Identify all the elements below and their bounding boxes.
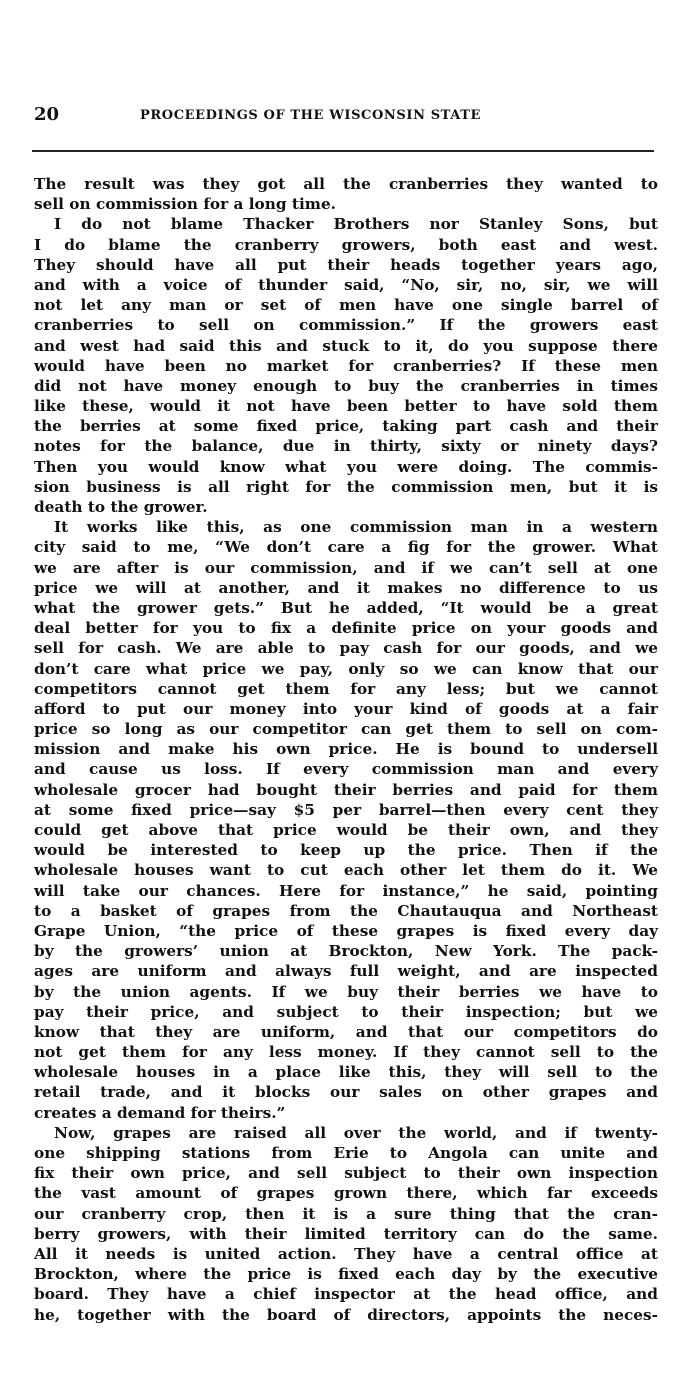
text-line: by the union agents. If we buy their berries we have to [34, 982, 658, 1001]
text-line: will take our chances. Here for instance,” he said, pointing [34, 881, 658, 900]
text-line: sell on commission for a long time. [34, 195, 337, 214]
text-line: All it needs is united action. They have a central office at [34, 1244, 658, 1263]
body-text [34, 174, 658, 1325]
text-line: and west had said this and stuck to it, do you suppose there [34, 336, 658, 355]
text-line: It works like this, as one commission man in a western [54, 518, 658, 537]
running-head: PROCEEDINGS OF THE WISCONSIN STATE [140, 108, 482, 123]
text-line: The result was they got all the cranberries they wanted to [34, 175, 658, 193]
text-line: cranberries to sell on commission.” If the growers east [34, 316, 658, 335]
text-line: They should have all put their heads together years ago, [34, 255, 658, 274]
text-line: could get above that price would be their own, and they [34, 821, 658, 839]
text-line: the vast amount of grapes grown there, which far exceeds [34, 1184, 658, 1203]
text-line: we are after is our commission, and if we can’t sell at one [34, 558, 658, 577]
text-line: sell for cash. We are able to pay cash for our goods, and we [34, 639, 658, 658]
text-line: would be interested to keep up the price. Then if the [34, 841, 658, 860]
text-line: like these, would it not have been better to have sold them [34, 397, 658, 416]
text-line: wholesale houses in a place like this, they will sell to the [34, 1063, 658, 1082]
text-line: he, together with the board of directors, appoints the neces- [34, 1305, 658, 1324]
text-line: mission and make his own price. He is bound to undersell [34, 740, 658, 759]
text-line: and with a voice of thunder said, “No, sir, no, sir, we will [34, 275, 658, 294]
text-line: know that they are uniform, and that our competitors do [34, 1022, 658, 1041]
page-header [32, 104, 654, 130]
header-rule [32, 150, 654, 152]
text-line: not get them for any less money. If they cannot sell to the [34, 1043, 658, 1062]
text-line: price we will at another, and it makes no difference to us [34, 578, 658, 597]
text-line: one shipping stations from Erie to Angola can unite and [34, 1144, 658, 1162]
text-line: Grape Union, “the price of these grapes is fixed every day [34, 921, 658, 940]
text-line: pay their price, and subject to their inspection; but we [34, 1002, 658, 1021]
text-line: creates a demand for theirs.” [34, 1103, 286, 1122]
text-line: ages are uniform and always full weight, and are inspected [34, 962, 658, 981]
text-line: and cause us loss. If every commission man and every [34, 760, 658, 779]
text-line: the berries at some fixed price, taking part cash and their [34, 417, 658, 436]
text-line: retail trade, and it blocks our sales on other grapes and [34, 1083, 658, 1102]
text-line: berry growers, with their limited territory can do the same. [34, 1224, 658, 1243]
text-line: to a basket of grapes from the Chautauqua and Northeast [34, 901, 658, 920]
text-line: Now, grapes are raised all over the world, and if twenty- [54, 1123, 658, 1142]
text-line: by the growers’ union at Brockton, New York. The pack- [34, 942, 658, 961]
text-line: board. They have a chief inspector at the head office, and [34, 1285, 658, 1304]
text-line: what the grower gets.” But he added, “It would be a great [34, 598, 658, 617]
text-line: wholesale grocer had bought their berries and paid for them [34, 780, 658, 799]
text-line: I do not blame Thacker Brothers nor Stanley Sons, but [54, 215, 658, 234]
text-line: city said to me, “We don’t care a fig for the grower. What [34, 538, 658, 557]
text-line: deal better for you to fix a definite price on your goods and [34, 619, 658, 638]
text-line: don’t care what price we pay, only so we can know that our [34, 659, 658, 678]
text-line: did not have money enough to buy the cranberries in times [34, 376, 658, 395]
text-line: Brockton, where the price is fixed each day by the executive [34, 1265, 658, 1284]
text-line: I do blame the cranberry growers, both east and west. [34, 235, 658, 254]
text-line: price so long as our competitor can get them to sell on com- [34, 720, 658, 739]
text-line: sion business is all right for the commission men, but it is [34, 477, 658, 496]
text-line: would have been no market for cranberries? If these men [34, 356, 658, 375]
text-line: death to the grower. [34, 498, 208, 516]
text-line: not let any man or set of men have one single barrel of [34, 296, 658, 315]
text-line: competitors cannot get them for any less; but we cannot [34, 679, 658, 698]
text-line: at some fixed price—say $5 per barrel—then every cent they [34, 800, 658, 819]
text-line: notes for the balance, due in thirty, sixty or ninety days? [34, 437, 658, 456]
text-line: wholesale houses want to cut each other let them do it. We [34, 861, 658, 880]
text-line: fix their own price, and sell subject to their own inspection [34, 1164, 658, 1183]
text-line: afford to put our money into your kind of goods at a fair [34, 699, 658, 718]
text-line: Then you would know what you were doing. The commis- [34, 457, 658, 476]
page-number: 20 [34, 104, 60, 125]
text-line: our cranberry crop, then it is a sure thing that the cran- [34, 1204, 658, 1223]
